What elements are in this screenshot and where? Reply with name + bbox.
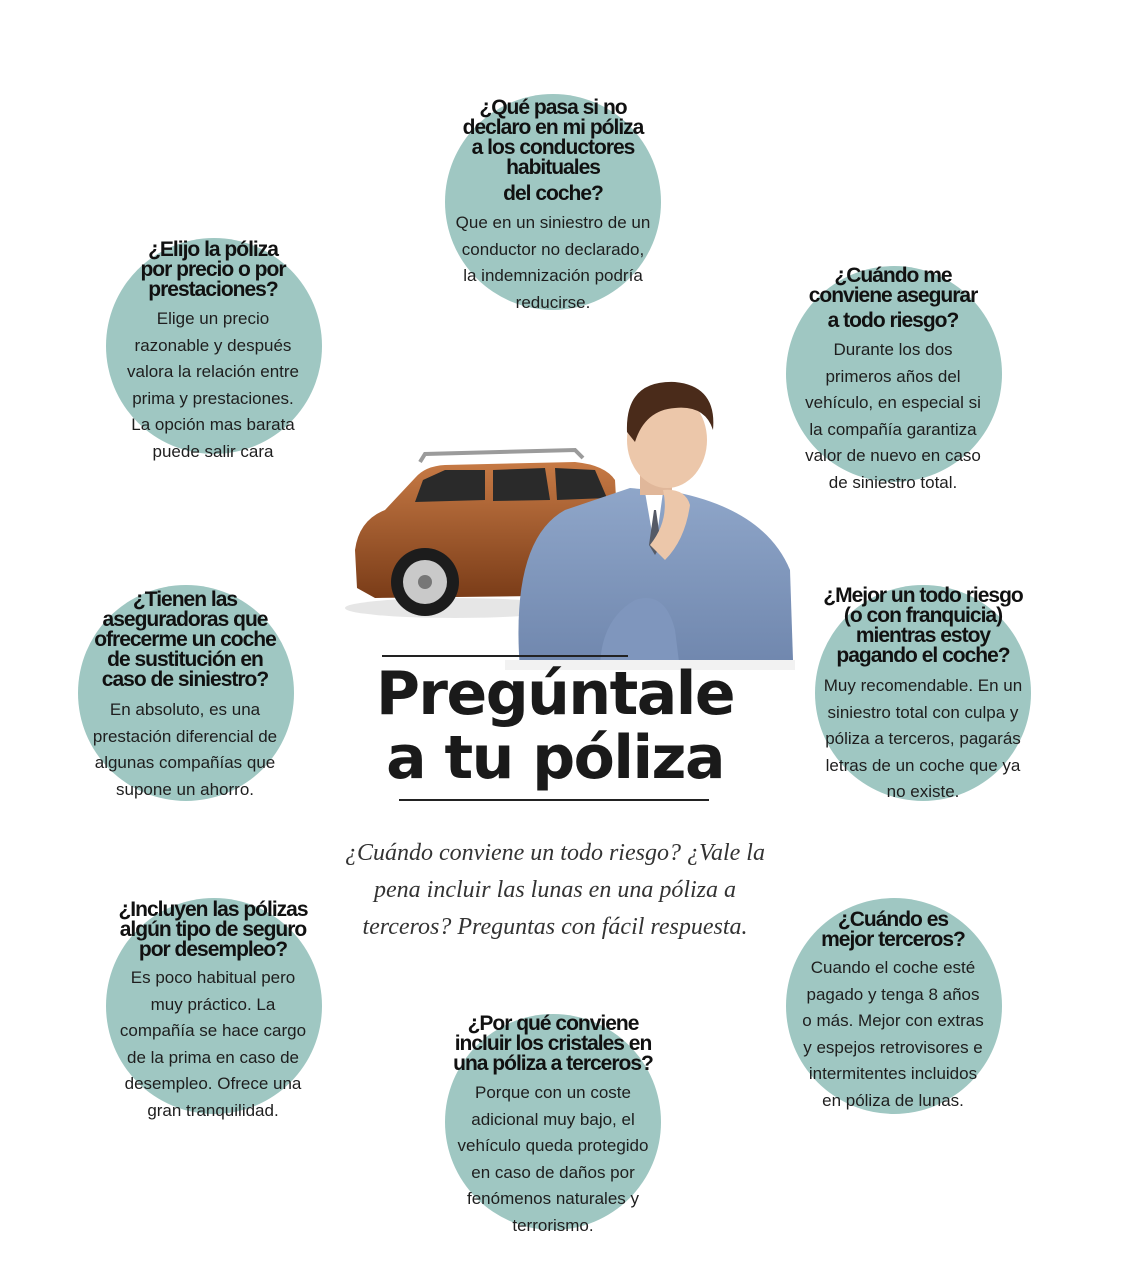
qa-answer-7: Cuando el coche esté pagado y tenga 8 años o más. Mejor con extras y espejos retrovisores e intermitentes incluidos en póliza de lunas. <box>802 958 984 1110</box>
qa-answer-8: Porque con un coste adicional muy bajo, el vehículo queda protegido en caso de daños por fenómenos naturales y terrorismo. <box>457 1083 649 1235</box>
qa-question-2: ¿Elijo la póliza por precio o por prestaciones? <box>140 238 286 301</box>
qa-answer-4: En absoluto, es una prestación diferencial de algunas compañías que supone un ahorro. <box>92 700 278 799</box>
qa-question-7: ¿Cuándo es mejor terceros? <box>821 908 965 951</box>
car-and-man-illustration <box>345 370 795 670</box>
title-rule-bottom <box>399 799 709 801</box>
qa-answer-1: Que en un siniestro de un conductor no declarado, la indemnización podría reducirse. <box>455 213 651 312</box>
page-subtitle: ¿Cuándo conviene un todo riesgo? ¿Vale la pena incluir las lunas en una póliza a terceros? Preguntas con fácil respuesta. <box>345 840 765 940</box>
qa-answer-5: Muy recomendable. En un siniestro total con culpa y póliza a terceros, pagarás letras de un coche que ya no existe. <box>823 676 1023 801</box>
qa-question-4: ¿Tienen las aseguradoras que ofrecerme un coche de sustitución en caso de siniestro? <box>94 588 276 691</box>
qa-question-6: ¿Incluyen las pólizas algún tipo de seguro por desempleo? <box>118 898 308 961</box>
qa-answer-6: Es poco habitual pero muy práctico. La compañía se hace cargo de la prima en caso de desempleo. Ofrece una gran tranquilidad. <box>119 968 307 1120</box>
title-rule-top <box>382 655 628 657</box>
qa-answer-3: Durante los dos primeros años del vehículo, en especial si la compañía garantiza valor de nuevo en caso de siniestro total. <box>805 340 981 492</box>
qa-question-3: ¿Cuándo me conviene asegurar a todo riesgo? <box>808 264 978 332</box>
page-title: Pregúntale a tu póliza <box>375 659 735 793</box>
qa-question-8: ¿Por qué conviene incluir los cristales en una póliza a terceros? <box>453 1012 653 1075</box>
qa-question-1: ¿Qué pasa si no declaro en mi póliza a los conductores habituales del coche? <box>462 96 644 205</box>
qa-question-5: ¿Mejor un todo riesgo (o con franquicia) mientras estoy pagando el coche? <box>823 584 1023 667</box>
qa-answer-2: Elige un precio razonable y después valora la relación entre prima y prestaciones. La opción mas barata puede salir cara <box>127 309 299 461</box>
